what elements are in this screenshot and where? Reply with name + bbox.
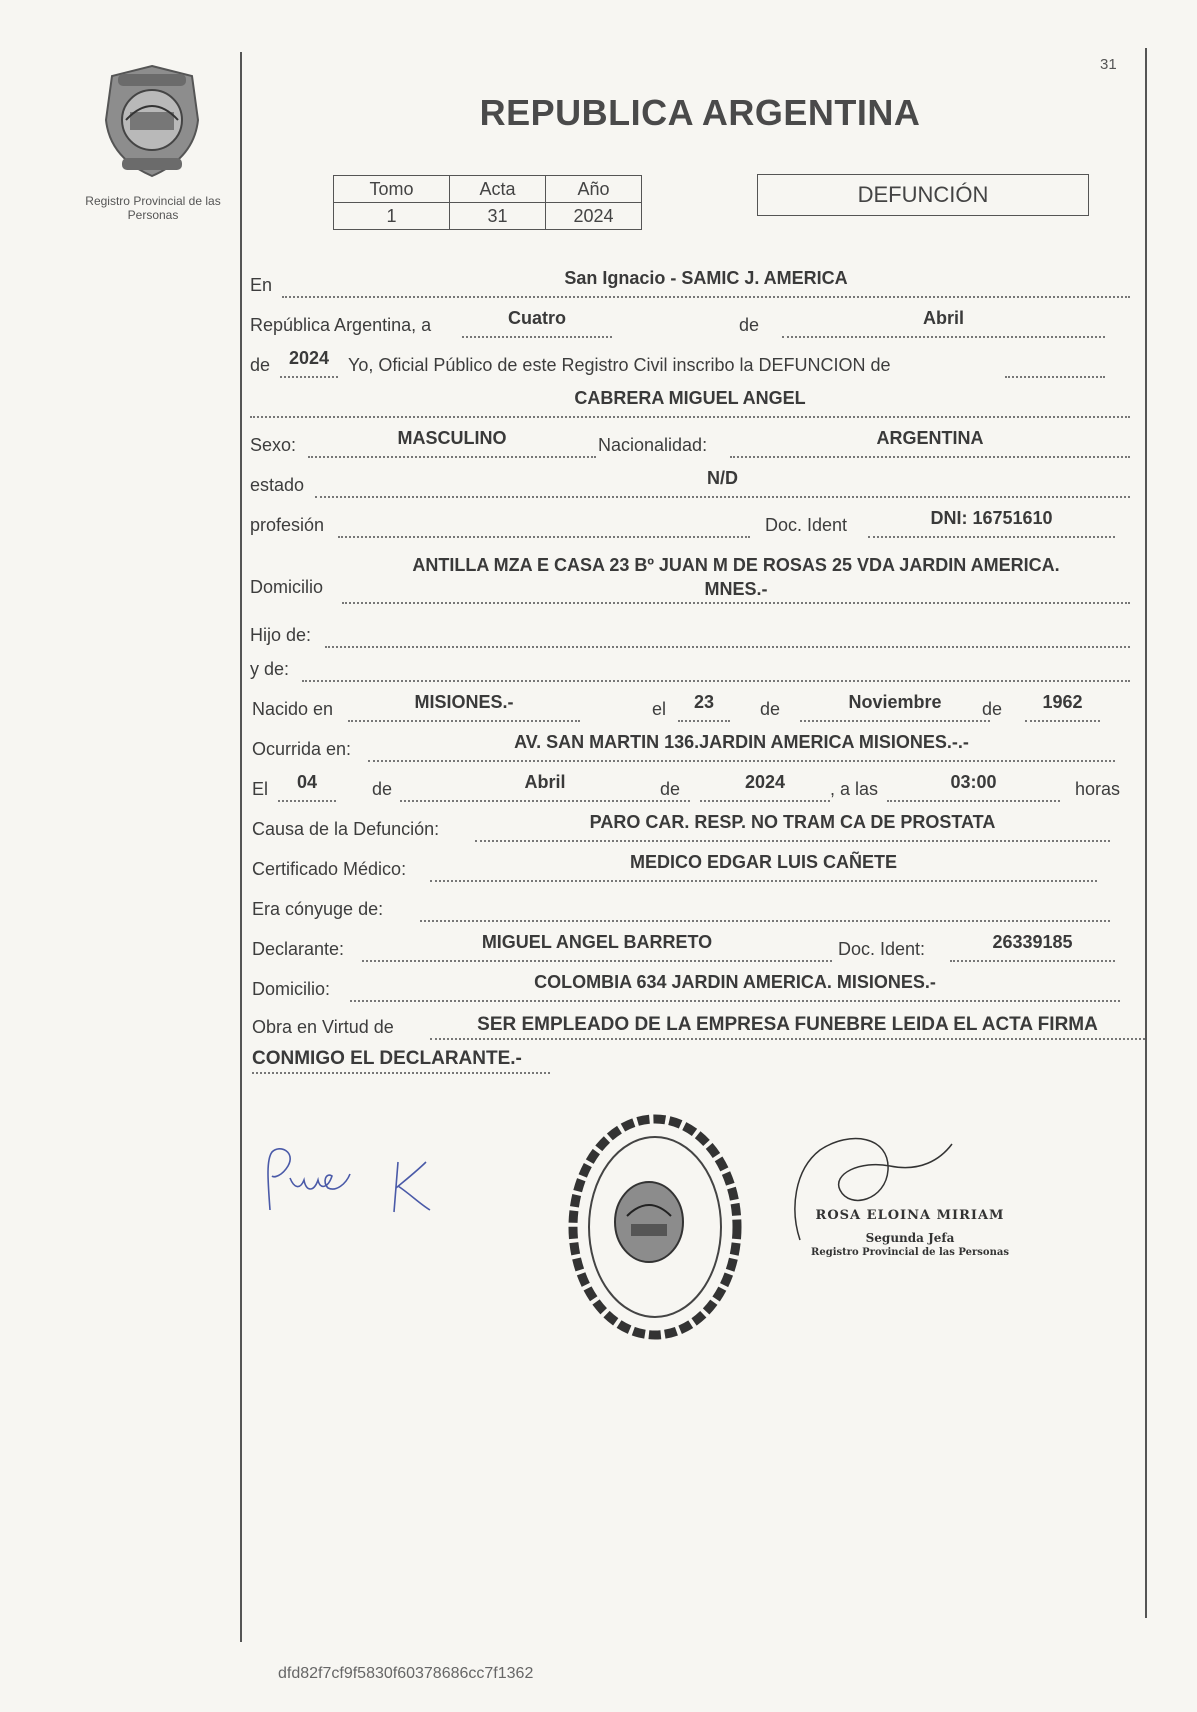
field-day-text [462,306,612,338]
label-de-year: de [250,355,271,375]
label-hijo-de: Hijo de: [250,625,312,645]
value-month: Abril [922,308,964,328]
official-office: Registro Provincial de las Personas [811,1247,1009,1258]
field-profession [338,506,750,538]
page-number: 31 [1100,56,1117,73]
label-domicilio: Domicilio [250,577,324,597]
value-nationality: ARGENTINA [876,428,984,448]
row-declarant-address [250,972,1120,1002]
header-cell-tomo: Tomo [334,176,450,203]
value-death-time: 03:00 [950,772,997,792]
label-de-birth-month: de [760,699,781,719]
field-address [342,555,1130,604]
value-birth-month: Noviembre [848,692,942,712]
label-declarante: Declarante: [252,939,345,959]
field-place [282,266,1130,298]
value-obra-line1: SER EMPLEADO DE LA EMPRESA FUNEBRE LEIDA EL ACTA FIRMA [477,1014,1098,1035]
field-father [325,616,1130,648]
value-cell-ano: 2024 [546,203,642,230]
label-nacido-en: Nacido en [252,699,334,719]
label-conyuge: Era cónyuge de: [252,899,384,919]
record-type-box: DEFUNCIÓN [757,174,1089,216]
label-el: el [652,699,667,719]
official-name: ROSA ELOINA MIRIAM [815,1208,1005,1223]
label-obra: Obra en Virtud de [252,1017,394,1037]
value-birth-day: 23 [693,692,715,712]
value-birth-year: 1962 [1042,692,1083,712]
field-obra-line2 [252,1042,550,1074]
row-death-place [250,732,1115,762]
label-doc-ident-declarant: Doc. Ident: [838,939,926,959]
row-date [250,308,1105,338]
field-certifier [430,850,1097,882]
label-de-death-year: de [660,779,681,799]
label-nacionalidad: Nacionalidad: [598,435,708,455]
row-death-date [250,772,1130,802]
field-civil-status [315,466,1130,498]
field-blank-line [1005,346,1105,378]
label-profesion: profesión [250,515,325,535]
field-birth-month [800,690,990,722]
value-cell-tomo: 1 [334,203,450,230]
label-domicilio-declarant: Domicilio: [252,979,331,999]
value-sex: MASCULINO [397,428,507,448]
field-declarant [362,930,832,962]
row-mother [250,652,1130,682]
field-birth-year [1025,690,1100,722]
field-year [280,346,338,378]
row-cause [250,812,1110,842]
value-place: San Ignacio - SAMIC J. AMERICA [564,268,848,288]
value-death-place: AV. SAN MARTIN 136.JARDIN AMERICA MISIONES.-.- [514,732,969,752]
label-certificado: Certificado Médico: [252,859,407,879]
value-obra-line2: CONMIGO EL DECLARANTE.- [252,1048,522,1069]
row-certifier [250,852,1097,882]
field-death-month [400,770,690,802]
value-birth-place: MISIONES.- [414,692,514,712]
value-deceased-name: CABRERA MIGUEL ANGEL [574,388,806,408]
left-margin-line [240,52,242,1642]
row-profession-doc [250,508,1115,538]
field-birth-place [348,690,580,722]
field-declarant-doc [950,930,1115,962]
row-civil-status [250,468,1130,498]
header-cell-ano: Año [546,176,642,203]
value-day-text: Cuatro [508,308,566,328]
row-sex-nationality [250,428,1130,458]
label-y-de: y de: [250,659,290,679]
value-civil-status: N/D [707,468,738,488]
row-obra [250,1010,1145,1040]
value-certifier: MEDICO EDGAR LUIS CAÑETE [629,852,897,872]
value-declarant-doc: 26339185 [992,932,1073,952]
value-death-day: 04 [296,772,318,792]
field-death-day [278,770,336,802]
field-nationality [730,426,1130,458]
official-stamp-icon [565,1112,745,1342]
label-el-cap: El [252,779,269,799]
field-spouse [420,890,1110,922]
label-doc-ident: Doc. Ident [765,515,848,535]
value-cause: PARO CAR. RESP. NO TRAM CA DE PROSTATA [589,812,996,832]
value-address-line1: ANTILLA MZA E CASA 23 Bº JUAN M DE ROSAS 25 VDA JARDIN AMERICA. [412,555,1060,575]
declarant-signature [262,1142,462,1222]
label-a-las: , a las [830,779,879,799]
field-doc-id [868,506,1115,538]
province-emblem-icon [100,62,204,180]
label-de-death-month: de [372,779,393,799]
field-death-time [887,770,1060,802]
row-father [250,618,1130,648]
document-hash: dfd82f7cf9f5830f60378686cc7f1362 [278,1665,534,1682]
value-year: 2024 [288,348,330,368]
label-de-birth-year: de [982,699,1003,719]
label-sexo: Sexo: [250,435,297,455]
field-declarant-address [350,970,1120,1002]
value-doc-id: DNI: 16751610 [930,508,1053,528]
label-yo-oficial: Yo, Oficial Público de este Registro Civil inscribo la DEFUNCION de [348,355,891,375]
field-cause [475,810,1110,842]
row-obra-2 [250,1044,550,1074]
field-sex [308,426,596,458]
field-death-year [700,770,830,802]
header-cell-acta: Acta [450,176,546,203]
value-cell-acta: 31 [450,203,546,230]
page-title: REPUBLICA ARGENTINA [479,92,921,133]
field-death-place [368,730,1115,762]
value-declarant-address: COLOMBIA 634 JARDIN AMERICA. MISIONES.- [534,972,936,992]
label-ocurrida-en: Ocurrida en: [252,739,352,759]
field-deceased-name [250,386,1130,418]
row-birth [250,692,1130,722]
registry-name: Registro Provincial de las Personas [85,194,221,222]
row-year [250,348,1105,378]
label-republica: República Argentina, a [250,315,432,335]
value-declarant: MIGUEL ANGEL BARRETO [481,932,713,952]
label-en: En [250,275,273,295]
value-death-year: 2024 [744,772,786,792]
row-spouse [250,892,1110,922]
label-horas: horas [1075,779,1121,799]
value-address-line2: MNES.- [704,579,768,599]
row-deceased [250,388,1130,418]
field-month [782,306,1105,338]
official-role: Segunda Jefa [865,1231,955,1245]
row-place [250,268,1130,298]
value-death-month: Abril [524,772,566,792]
label-estado: estado [250,475,305,495]
label-causa: Causa de la Defunción: [252,819,440,839]
reference-table [333,175,642,230]
row-address [250,555,1130,604]
right-margin-line [1145,48,1147,1618]
field-mother [302,650,1130,682]
label-de: de [739,315,760,335]
row-declarant [250,932,1115,962]
field-birth-day [678,690,730,722]
field-obra-line1 [430,1008,1145,1040]
official-block [760,1208,1060,1258]
